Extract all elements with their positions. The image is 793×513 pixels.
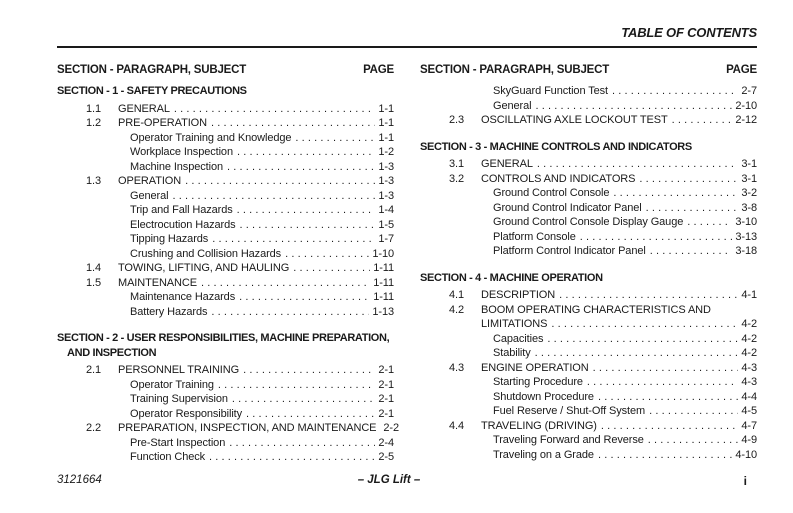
toc-entry-page: 1-3	[378, 160, 394, 173]
toc-entry	[57, 407, 394, 422]
toc-entry	[57, 436, 394, 451]
toc-entry-page: 2-1	[378, 364, 394, 376]
dot-leader	[239, 290, 370, 305]
toc-entry	[57, 290, 394, 305]
toc-entry-page: 1-11	[373, 262, 394, 274]
dot-leader	[172, 189, 375, 204]
toc-section-block	[420, 84, 757, 128]
toc-entry	[57, 421, 400, 436]
toc-entry-page: 1-4	[378, 204, 394, 216]
toc-entry	[57, 102, 394, 117]
toc-entry-page: 4-7	[741, 419, 757, 432]
section-heading	[57, 84, 394, 99]
toc-entry	[57, 247, 394, 262]
toc-entry-page: 2-2	[383, 422, 400, 434]
toc-entry-title: Platform Control Indicator Panel	[493, 245, 646, 257]
page-header-title: TABLE OF CONTENTS	[621, 25, 757, 40]
section-heading-line: SECTION - 3 - MACHINE CONTROLS AND INDICATORS	[420, 140, 692, 153]
toc-entry-page: 2-5	[378, 451, 394, 463]
toc-entry-title: Operator Responsibility	[130, 407, 243, 420]
dot-leader	[687, 215, 732, 230]
dot-leader	[535, 99, 732, 114]
column-header-subject-label: SECTION - PARAGRAPH, SUBJECT	[420, 64, 610, 76]
toc-entry-number: 4.3	[449, 361, 464, 374]
toc-entry-title: Electrocution Hazards	[130, 218, 236, 231]
dot-leader	[293, 261, 370, 276]
toc-entry-title: Operator Training	[130, 378, 214, 391]
dot-leader	[211, 305, 369, 320]
toc-entry	[57, 116, 394, 131]
toc-entry-number: 1.4	[86, 262, 101, 274]
toc-entry-title: Machine Inspection	[130, 160, 223, 173]
toc-entry	[420, 157, 757, 172]
dot-leader	[237, 145, 375, 160]
dot-leader	[648, 433, 739, 448]
toc-entry-page: 4-2	[741, 347, 757, 359]
toc-entry-title: Starting Procedure	[493, 376, 583, 388]
dot-leader	[240, 218, 376, 233]
toc-entry-page: 4-2	[741, 318, 757, 330]
toc-entry-title: BOOM OPERATING CHARACTERISTICS AND	[481, 303, 711, 316]
toc-entry	[57, 189, 394, 204]
dot-leader	[209, 450, 375, 465]
toc-entry	[420, 404, 757, 419]
toc-entry	[57, 145, 394, 160]
toc-entry-title: Function Check	[130, 451, 206, 463]
toc-entry-page: 3-1	[741, 158, 757, 170]
toc-entry-page: 1-3	[378, 189, 394, 202]
toc-entry-page: 1-1	[378, 102, 394, 115]
toc-entry	[57, 305, 394, 320]
header-rule	[57, 46, 757, 48]
toc-entry-title: TOWING, LIFTING, AND HAULING	[118, 262, 290, 274]
toc-entry-title: Ground Control Indicator Panel	[493, 201, 642, 214]
toc-entry	[420, 230, 757, 245]
toc-entry-title: PERSONNEL TRAINING	[118, 364, 240, 376]
toc-entry-title: General	[493, 99, 532, 112]
dot-leader	[593, 361, 739, 376]
section-heading-line: AND INSPECTION	[67, 346, 157, 359]
footer-page-number: i	[743, 474, 747, 488]
toc-entry-page: 1-1	[378, 131, 394, 144]
dot-leader	[218, 378, 375, 393]
toc-entry-page: 3-2	[741, 187, 757, 199]
toc-section-block	[57, 331, 400, 465]
toc-entry-title: Capacities	[493, 332, 544, 345]
toc-entry-page: 2-7	[741, 85, 757, 97]
toc-entry-page: 4-4	[741, 390, 757, 403]
toc-entry-title: LIMITATIONS	[481, 318, 548, 330]
section-heading-line: SECTION - 2 - USER RESPONSIBILITIES, MACHINE PREPARATION,	[57, 332, 390, 344]
dot-leader	[649, 404, 738, 419]
toc-entry-title: Traveling Forward and Reverse	[493, 434, 644, 446]
toc-entry-page: 1-7	[378, 233, 394, 245]
dot-leader	[639, 172, 738, 187]
toc-entry-number: 4.2	[449, 303, 464, 316]
toc-entry	[420, 303, 757, 318]
toc-entry-title: Shutdown Procedure	[493, 390, 594, 403]
dot-leader	[672, 113, 733, 128]
dot-leader	[535, 346, 739, 361]
toc-entry	[420, 448, 757, 463]
dot-leader	[580, 230, 733, 245]
section-heading	[420, 271, 757, 286]
toc-entry-page: 1-11	[373, 276, 394, 289]
dot-leader	[246, 407, 375, 422]
toc-entry-title: OPERATION	[118, 175, 182, 187]
toc-entry-page: 2-1	[378, 407, 394, 420]
toc-entry-number: 1.3	[86, 175, 101, 187]
toc-entry-page: 4-3	[741, 376, 757, 388]
toc-entry-title: DESCRIPTION	[481, 289, 556, 301]
toc-entry-title: Battery Hazards	[130, 305, 208, 318]
toc-entry	[57, 232, 394, 247]
toc-entry-page: 1-2	[378, 146, 394, 158]
toc-entry-page: 1-11	[373, 291, 394, 303]
dot-leader	[537, 157, 739, 172]
toc-entry	[57, 276, 394, 291]
toc-entry-title: General	[130, 189, 169, 202]
toc-entry-page: 1-1	[378, 117, 394, 129]
toc-entry	[420, 332, 757, 347]
toc-entry	[57, 160, 394, 175]
toc-section-block	[420, 140, 757, 259]
toc-entry-title: Ground Control Console	[493, 187, 610, 199]
dot-leader	[227, 160, 375, 175]
toc-entry-page: 4-3	[741, 361, 757, 374]
toc-entry-title: OSCILLATING AXLE LOCKOUT TEST	[481, 114, 668, 126]
toc-entry	[57, 392, 394, 407]
footer-book-title: – JLG Lift –	[357, 474, 421, 486]
toc-entry	[57, 203, 394, 218]
toc-entry-page: 3-1	[741, 172, 757, 185]
toc-entry-page: 3-18	[735, 245, 757, 257]
toc-entry-number: 1.1	[86, 102, 101, 115]
toc-entry-title: GENERAL	[118, 102, 170, 115]
dot-leader	[243, 363, 375, 378]
toc-entry-title: Stability	[493, 347, 531, 359]
page-footer	[57, 474, 757, 490]
dot-leader	[587, 375, 738, 390]
dot-leader	[612, 84, 738, 99]
toc-entry-title: Pre-Start Inspection	[130, 436, 226, 449]
toc-entry	[420, 186, 757, 201]
toc-entry-title: SkyGuard Function Test	[493, 85, 608, 97]
dot-leader	[551, 317, 738, 332]
toc-entry-title: Ground Control Console Display Gauge	[493, 216, 684, 228]
toc-entry-title: Trip and Fall Hazards	[130, 204, 233, 216]
toc-entry-number: 1.5	[86, 276, 101, 289]
toc-column-left	[57, 63, 400, 465]
toc-entry-page: 4-1	[741, 289, 757, 301]
toc-entry-title: GENERAL	[481, 158, 533, 170]
column-header-subject-label: SECTION - PARAGRAPH, SUBJECT	[57, 64, 247, 76]
dot-leader	[601, 419, 739, 434]
toc-entry-number: 3.2	[449, 172, 464, 185]
toc-entry	[420, 361, 757, 376]
dot-leader	[547, 332, 738, 347]
toc-entry-page: 2-1	[378, 393, 394, 405]
dot-leader	[232, 392, 376, 407]
toc-entry-page: 4-10	[735, 448, 757, 461]
toc-entry-number: 1.2	[86, 117, 101, 129]
toc-entry-title: Workplace Inspection	[130, 146, 233, 158]
dot-leader	[559, 288, 738, 303]
toc-section-block	[420, 271, 757, 463]
toc-entry-page: 1-5	[378, 218, 394, 231]
toc-entry	[420, 375, 757, 390]
toc-entry	[57, 363, 394, 378]
dot-leader	[285, 247, 369, 262]
toc-entry-number: 2.2	[86, 422, 101, 434]
dot-leader	[598, 448, 732, 463]
footer-part-number: 3121664	[57, 474, 102, 486]
toc-entry-number: 2.1	[86, 364, 101, 376]
toc-entry-page: 3-10	[735, 216, 757, 228]
toc-entry-page: 3-8	[741, 201, 757, 214]
dot-leader	[295, 131, 375, 146]
toc-entry-page: 2-10	[735, 99, 757, 112]
toc-entry	[57, 218, 394, 233]
toc-entry	[420, 244, 757, 259]
toc-entry-page: 1-13	[372, 305, 394, 318]
dot-leader	[598, 390, 738, 405]
section-heading	[57, 331, 394, 360]
toc-entry-title: Training Supervision	[130, 393, 228, 405]
toc-entry	[420, 84, 757, 99]
toc-entry-page: 4-9	[741, 434, 757, 446]
toc-entry	[420, 433, 757, 448]
toc-entry	[57, 378, 394, 393]
toc-entry-title: Crushing and Collision Hazards	[130, 247, 282, 260]
toc-entry-page: 2-1	[378, 378, 394, 391]
toc-entry-number: 4.4	[449, 419, 464, 432]
dot-leader	[212, 232, 375, 247]
toc-entry-title: Maintenance Hazards	[130, 291, 236, 303]
toc-entry-page: 4-5	[741, 405, 757, 417]
dot-leader	[613, 186, 738, 201]
toc-entry-number: 3.1	[449, 158, 464, 170]
toc-entry-page: 2-12	[735, 114, 757, 126]
toc-entry-title: ENGINE OPERATION	[481, 361, 589, 374]
toc-section-block	[57, 84, 394, 319]
toc-entry	[420, 419, 757, 434]
toc-entry-title: Fuel Reserve / Shut-Off System	[493, 405, 646, 417]
toc-columns	[57, 63, 757, 465]
toc-entry-title: Platform Console	[493, 230, 576, 243]
toc-entry	[420, 288, 757, 303]
toc-entry-title: Tipping Hazards	[130, 233, 209, 245]
toc-entry	[420, 201, 757, 216]
dot-leader	[185, 174, 375, 189]
toc-entry	[420, 215, 757, 230]
dot-leader	[201, 276, 370, 291]
toc-entry	[57, 261, 394, 276]
toc-entry	[57, 174, 394, 189]
toc-entry	[420, 390, 757, 405]
toc-entry-number: 4.1	[449, 289, 464, 301]
toc-entry-page: 2-4	[378, 436, 394, 449]
dot-leader	[237, 203, 376, 218]
toc-entry	[420, 113, 757, 128]
toc-entry-title: PRE-OPERATION	[118, 117, 207, 129]
toc-entry	[420, 317, 757, 332]
toc-entry-title: TRAVELING (DRIVING)	[481, 419, 597, 432]
toc-entry-page: 1-10	[372, 247, 394, 260]
toc-column-right	[420, 63, 757, 465]
toc-entry	[420, 172, 757, 187]
dot-leader	[646, 201, 739, 216]
dot-leader	[211, 116, 375, 131]
column-header-page-label: PAGE	[726, 64, 757, 76]
toc-entry	[420, 99, 757, 114]
column-header	[57, 63, 394, 77]
toc-entry-number: 2.3	[449, 114, 464, 126]
section-heading-line: SECTION - 1 - SAFETY PRECAUTIONS	[57, 85, 247, 97]
toc-entry-page: 3-13	[735, 230, 757, 243]
toc-entry	[420, 346, 757, 361]
toc-entry	[57, 131, 394, 146]
toc-entry-page: 4-2	[741, 332, 757, 345]
column-header	[420, 63, 757, 77]
section-heading	[420, 140, 757, 155]
toc-entry-title: CONTROLS AND INDICATORS	[481, 172, 636, 185]
toc-entry-title: MAINTENANCE	[118, 276, 197, 289]
toc-entry-title: Traveling on a Grade	[493, 448, 594, 461]
toc-entry	[57, 450, 394, 465]
section-heading-line: SECTION - 4 - MACHINE OPERATION	[420, 271, 603, 284]
dot-leader	[650, 244, 733, 259]
toc-entry-title: PREPARATION, INSPECTION, AND MAINTENANCE	[118, 422, 377, 434]
dot-leader	[229, 436, 375, 451]
dot-leader	[174, 102, 376, 117]
column-header-page-label: PAGE	[363, 64, 394, 76]
toc-entry-page: 1-3	[378, 175, 394, 187]
toc-entry-title: Operator Training and Knowledge	[130, 131, 292, 144]
